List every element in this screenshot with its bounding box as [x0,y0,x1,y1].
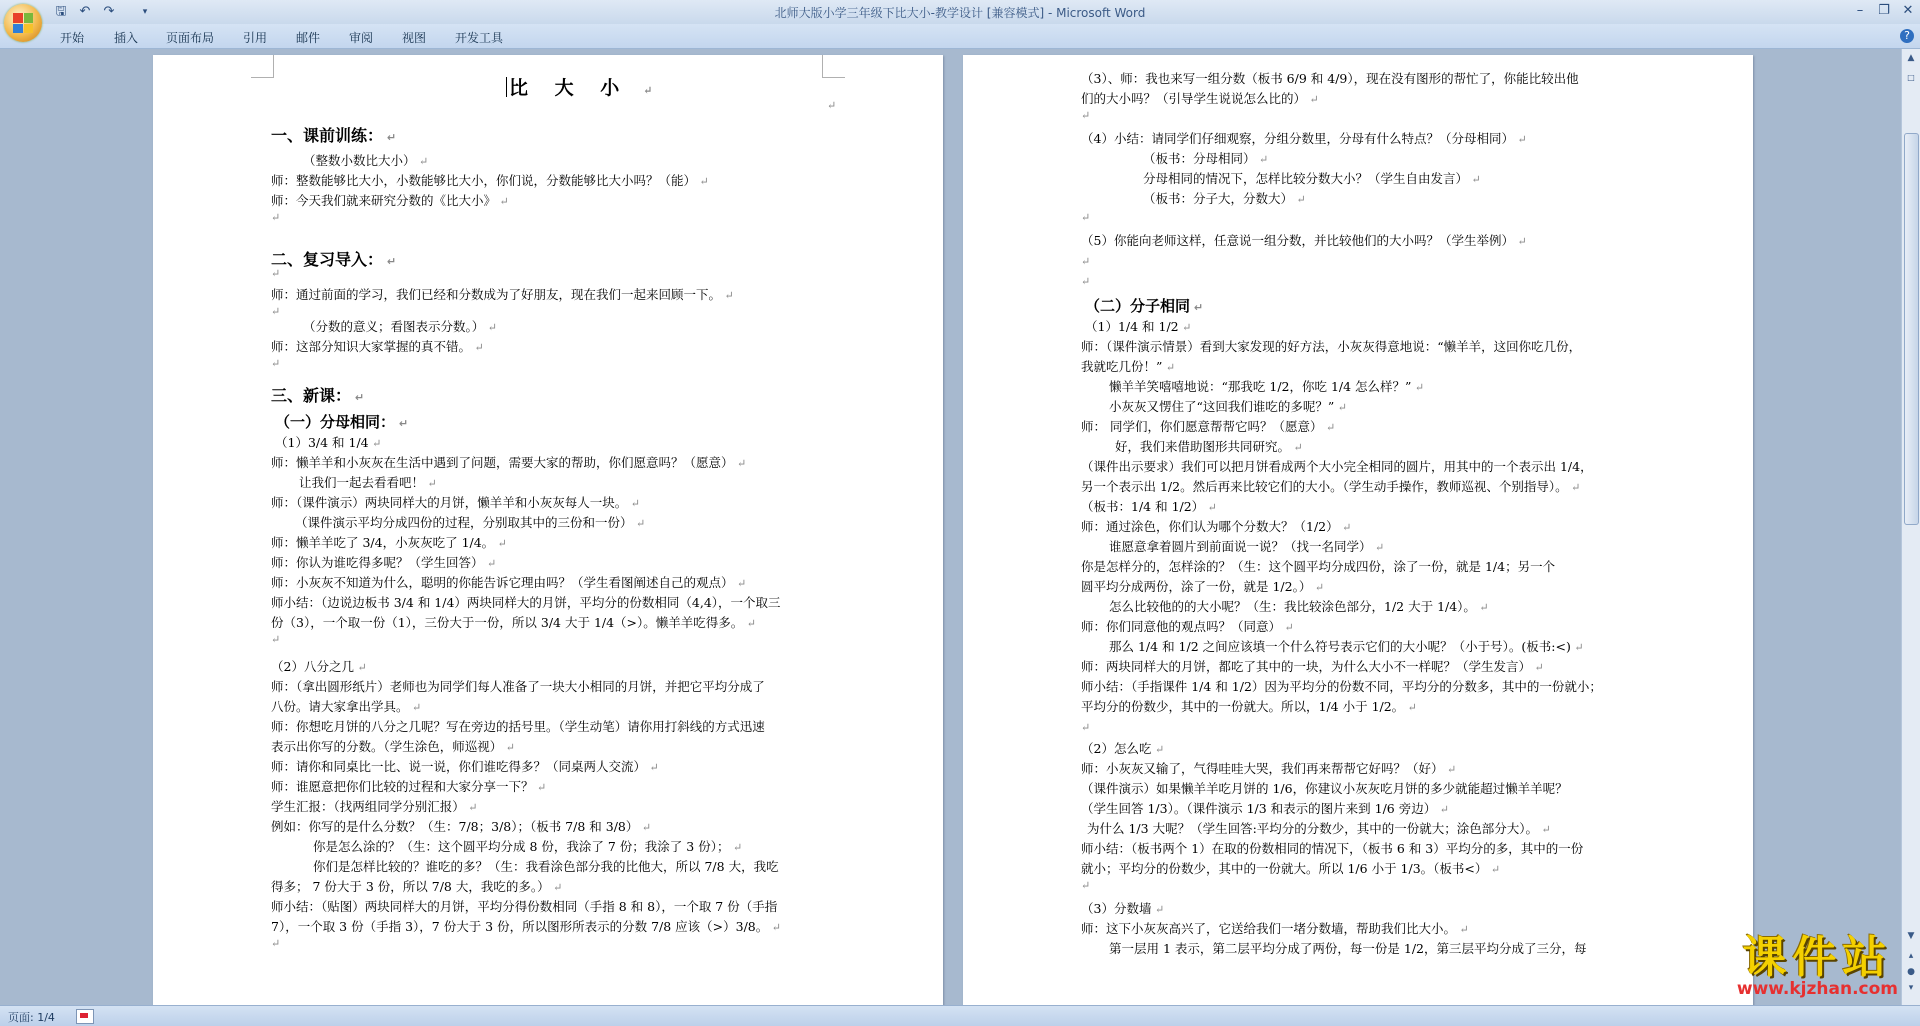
text-line: 师：（课件演示情景）看到大家发现的好方法，小灰灰得意地说：“懒羊羊，这回你吃几份， [1081,339,1582,354]
paragraph-mark: ↵ [271,267,281,280]
text-line: 得多； 7 份大于 3 份，所以 7/8 大，我吃的多。） ↵ [271,879,563,894]
subsection-heading: （一）分母相同： ↵ [275,413,409,431]
text-line: 师：小灰灰又输了，气得哇哇大哭，我们再来帮帮它好吗？（好） ↵ [1081,761,1457,776]
paragraph-mark: ↵ [271,357,281,370]
text-line: （3）、师：我也来写一组分数（板书 6/9 和 4/9），现在没有图形的帮忙了，你能比较出他 [1081,71,1579,86]
document-area[interactable] [0,49,1902,1005]
paragraph-mark: ↵ [1081,275,1091,288]
watermark-title: 课件站 [1742,932,1893,983]
paragraph-mark: ↵ [1081,879,1091,892]
paragraph-mark: ↵ [1081,255,1091,268]
scroll-down-icon[interactable]: ▼ [1907,931,1915,941]
text-line: 师：这下小灰灰高兴了，它送给我们一堵分数墙，帮助我们比大小。 ↵ [1081,921,1469,936]
text-line: 师：懒羊羊和小灰灰在生活中遇到了问题，需要大家的帮助，你们愿意吗？（愿意） ↵ [271,455,747,470]
text-line: （分数的意义；看图表示分数。） ↵ [303,319,497,334]
text-line: （3）分数墙 ↵ [1081,901,1165,916]
text-line: （整数小数比大小） ↵ [303,153,429,168]
text-line: 们的大小吗？（引导学生说说怎么比的） ↵ [1081,91,1319,106]
text-line: 学生汇报：（找两组同学分别汇报） ↵ [271,799,478,814]
undo-icon[interactable]: ↶ [79,4,91,19]
paragraph-mark: ↵ [1081,109,1091,122]
customize-icon[interactable]: ▾ [142,7,148,17]
text-line: 7），一个取 3 份（手指 3），7 份大于 3 份，所以图形所表示的分数 7/8 应该（>）3/8。 ↵ [271,919,781,934]
watermark-url: www.kjzhan.com [1736,979,1898,999]
text-line: （板书：1/4 和 1/2） ↵ [1081,499,1217,514]
text-line: 例如：你写的是什么分数？（生：7/8；3/8）；（板书 7/8 和 3/8） ↵ [271,819,652,834]
tab-view[interactable]: 视图 [402,31,427,45]
text-line: 好，我们来借助图形共同研究。 ↵ [1115,439,1303,454]
office-logo-icon [13,13,33,33]
paragraph-mark: ↵ [271,211,281,224]
paragraph-mark: ↵ [827,99,837,112]
scrollbar-thumb[interactable] [1904,133,1919,525]
tab-page-layout[interactable]: 页面布局 [166,31,215,45]
proofing-icon[interactable] [76,1009,94,1024]
next-page-icon[interactable]: ▾ [1908,983,1914,993]
section-heading: 二、复习导入： ↵ [271,250,397,269]
text-line: 你是怎样分的，怎样涂的？（生：这个圆平均分成四份，涂了一份，就是 1/4；另一个 [1081,559,1556,574]
text-line: （1）3/4 和 1/4 ↵ [275,435,382,450]
restore-icon[interactable]: ❐ [1878,3,1890,18]
text-line: 你是怎么涂的？（生：这个圆平均分成 8 份，我涂了 7 份；我涂了 3 份）； ↵ [313,839,743,854]
text-line: （板书：分子大，分数大） ↵ [1143,191,1306,206]
tab-mailings[interactable]: 邮件 [296,31,321,45]
section-heading: 三、新课： ↵ [271,386,365,405]
document-page-1[interactable] [153,55,943,1005]
window-title [0,4,1920,21]
page-title-text: 比 大 小 [509,77,630,99]
section-heading: 一、课前训练： ↵ [271,126,397,145]
text-line: 那么 1/4 和 1/2 之间应该填一个什么符号表示它们的大小呢？（小于号）。(板书:<) ↵ [1109,639,1584,654]
text-line: 师：你想吃月饼的八分之几呢？写在旁边的括号里。（学生动笔）请你用打斜线的方式迅速 [271,719,765,734]
text-line: 师：（课件演示）两块同样大的月饼，懒羊羊和小灰灰每人一块。 ↵ [271,495,640,510]
page-title: 比 大 小 ↵ [506,73,662,100]
redo-icon[interactable]: ↷ [103,4,115,19]
crop-mark [822,55,845,78]
text-line: 让我们一起去看看吧！ ↵ [299,475,437,490]
paragraph-mark: ↵ [1081,721,1091,734]
text-line: 师：请你和同桌比一比、说一说，你们谁吃得多？（同桌两人交流） ↵ [271,759,659,774]
text-line: 份（3），一个取一份（1），三份大于一份，所以 3/4 大于 1/4（>）。懒羊羊吃得多。 ↵ [271,615,757,630]
text-line: 我就吃几份！” ↵ [1081,359,1176,374]
text-line: （课件演示）如果懒羊羊吃月饼的 1/6，你建议小灰灰吃月饼的多少就能超过懒羊羊呢？ [1081,781,1568,796]
text-line: 师：（拿出圆形纸片）老师也为同学们每人准备了一块大小相同的月饼，并把它平均分成了 [271,679,765,694]
crop-mark [251,55,274,78]
text-line: 师小结：（贴图）两块同样大的月饼，平均分得份数相同（手指 8 和 8），一个取 7 份（手指 [271,899,778,914]
app-name: Microsoft Word [1056,6,1146,20]
text-line: 师：两块同样大的月饼，都吃了其中的一块，为什么大小不一样呢？（学生发言） ↵ [1081,659,1544,674]
site-watermark [1737,921,1898,999]
text-line: 师：你认为谁吃得多呢？（学生回答） ↵ [271,555,497,570]
text-line: （2）八分之几 ↵ [271,659,367,674]
text-line: （课件出示要求）我们可以把月饼看成两个大小完全相同的圆片，用其中的一个表示出 1/4， [1081,459,1593,474]
text-line: 为什么 1/3 大呢？（学生回答:平均分的分数少，其中的一份就大；涂色部分大）。 ↵ [1087,821,1551,836]
paragraph-mark: ↵ [1081,211,1091,224]
text-line: 八份。请大家拿出学具。 ↵ [271,699,422,714]
text-line: 师：你们同意他的观点吗？（同意） ↵ [1081,619,1294,634]
text-line: 另一个表示出 1/2。然后再来比较它们的大小。（学生动手操作，教师巡视、个别指导）。 ↵ [1081,479,1581,494]
ribbon-tab-bar [0,24,1920,49]
text-line: 师：今天我们就来研究分数的《比大小》 ↵ [271,193,509,208]
text-line: 师：谁愿意把你们比较的过程和大家分享一下？ ↵ [271,779,547,794]
text-line: 师： 同学们，你们愿意帮帮它吗？（愿意） ↵ [1081,419,1336,434]
subsection-heading: （二）分子相同 ↵ [1085,297,1204,315]
scroll-up-icon[interactable]: ▲ [1907,53,1915,63]
text-line: 师：通过前面的学习，我们已经和分数成为了好朋友，现在我们一起来回顾一下。 ↵ [271,287,734,302]
tab-developer[interactable]: 开发工具 [455,31,504,45]
text-line: （4）小结：请同学们仔细观察，分组分数里，分母有什么特点？（分母相同） ↵ [1081,131,1527,146]
close-icon[interactable]: ✕ [1902,3,1914,18]
status-bar [0,1005,1920,1026]
text-line: （学生回答 1/3）。（课件演示 1/3 和表示的图片来到 1/6 旁边） ↵ [1081,801,1449,816]
paragraph-mark: ↵ [271,305,281,318]
text-line: 师：这部分知识大家掌握的真不错。 ↵ [271,339,484,354]
text-line: 分母相同的情况下，怎样比较分数大小？（学生自由发言） ↵ [1143,171,1481,186]
text-line: （2）怎么吃 ↵ [1081,741,1165,756]
page-count[interactable]: 页面: 1/4 [8,1011,55,1024]
text-line: 师：整数能够比大小，小数能够比大小，你们说，分数能够比大小吗？（能） ↵ [271,173,709,188]
tab-review[interactable]: 审阅 [349,31,374,45]
minimize-icon[interactable]: – [1856,3,1864,18]
save-icon[interactable]: 🖫 [55,4,67,19]
text-line: 你们是怎样比较的？谁吃的多？（生：我看涂色部分我的比他大，所以 7/8 大，我吃 [313,859,779,874]
text-line: 师：小灰灰不知道为什么，聪明的你能告诉它理由吗？（学生看图阐述自己的观点） ↵ [271,575,747,590]
text-line: 表示出你写的分数。（学生涂色，师巡视） ↵ [271,739,515,754]
text-line: 就小；平均分的份数少，其中的一份就大。所以 1/6 小于 1/3。（板书<） ↵ [1081,861,1501,876]
text-line: （5）你能向老师这样，任意说一组分数，并比较他们的大小吗？（学生举例） ↵ [1081,233,1527,248]
help-icon[interactable]: ? [1900,29,1914,43]
text-line: （课件演示平均分成四份的过程，分别取其中的三份和一份） ↵ [295,515,646,530]
text-line: （板书：分母相同） ↵ [1143,151,1269,166]
paragraph-mark: ↵ [271,937,281,950]
text-line: 师小结：（手指课件 1/4 和 1/2）因为平均分的份数不同，平均分的分数多，其中的一份就小； [1081,679,1602,694]
document-page-2[interactable] [963,55,1753,1005]
text-line: 师：懒羊羊吃了 3/4，小灰灰吃了 1/4。 ↵ [271,535,507,550]
browse-object-icon[interactable]: ● [1907,967,1915,977]
document-title: 北师大版小学三年级下比大小-教学设计 [兼容模式] - [774,6,1057,20]
text-cursor [506,77,507,97]
text-line: 小灰灰又愣住了“这回我们谁吃的多呢？” ↵ [1109,399,1348,414]
office-button[interactable] [4,4,42,42]
tab-home[interactable]: 开始 [60,31,85,45]
text-line: 第一层用 1 表示，第二层平均分成了两份，每一份是 1/2，第三层平均分成了三分，每 [1109,941,1587,956]
text-line: （1）1/4 和 1/2 ↵ [1085,319,1192,334]
text-line: 师：通过涂色，你们认为哪个分数大？（1/2） ↵ [1081,519,1352,534]
text-line: 师小结：（板书两个 1）在取的份数相同的情况下，（板书 6 和 3）平均分的多，其中的一份 [1081,841,1584,856]
tab-insert[interactable]: 插入 [114,31,139,45]
text-line: 怎么比较他的的大小呢？（生：我比较涂色部分，1/2 大于 1/4）。 ↵ [1109,599,1489,614]
paragraph-mark: ↵ [271,633,281,646]
vertical-scrollbar[interactable] [1901,49,1920,1005]
text-line: 平均分的份数少，其中的一份就大。所以，1/4 小于 1/2。 ↵ [1081,699,1417,714]
text-line: 师小结：（边说边板书 3/4 和 1/4）两块同样大的月饼，平均分的份数相同（4,4），一个取三 [271,595,781,610]
title-bar [0,0,1920,24]
previous-page-icon[interactable]: ▴ [1908,951,1914,961]
text-line: 懒羊羊笑嘻嘻地说：“那我吃 1/2，你吃 1/4 怎么样？” ↵ [1109,379,1425,394]
text-line: 谁愿意拿着圆片到前面说一说？（找一名同学） ↵ [1109,539,1385,554]
tab-references[interactable]: 引用 [243,31,268,45]
text-line: 圆平均分成两份，涂了一份，就是 1/2。） ↵ [1081,579,1325,594]
ruler-toggle-icon[interactable]: □ [1907,73,1915,82]
